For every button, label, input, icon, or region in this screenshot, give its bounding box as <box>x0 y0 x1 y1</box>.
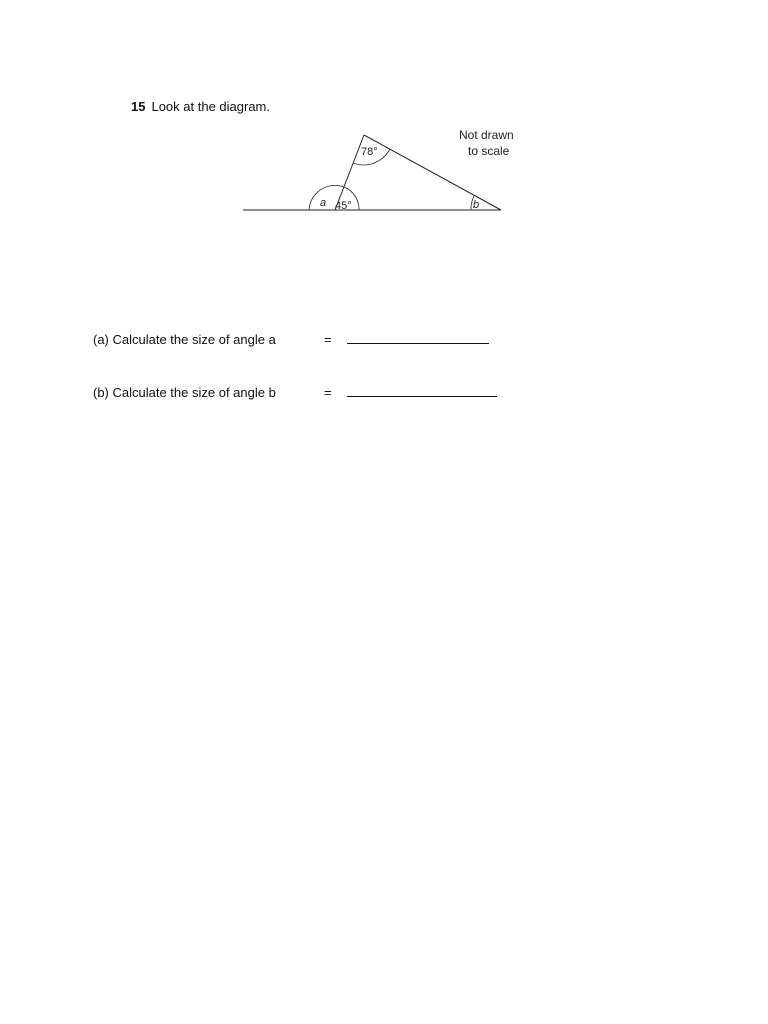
angle-b-label: b <box>473 199 480 211</box>
part-b-answer-blank[interactable] <box>347 383 497 397</box>
part-b-question: (b) Calculate the size of angle b <box>93 385 276 400</box>
triangle-diagram <box>235 120 535 220</box>
angle-a-label: a <box>320 197 327 209</box>
part-a-row <box>93 330 489 349</box>
base-angle-label: 45° <box>335 200 352 212</box>
part-b-row <box>93 383 497 402</box>
apex-angle-label: 78° <box>361 146 378 158</box>
scale-note-line2: to scale <box>468 144 510 158</box>
part-a-answer-blank[interactable] <box>347 330 489 344</box>
question-header <box>131 98 270 116</box>
question-prompt: Look at the diagram. <box>151 99 270 114</box>
triangle-left-side <box>335 135 364 210</box>
scale-note-line1: Not drawn <box>459 128 514 142</box>
part-a-question: (a) Calculate the size of angle a <box>93 332 276 347</box>
part-a-equals: = <box>324 332 332 347</box>
part-b-equals: = <box>324 385 332 400</box>
question-number: 15 <box>131 99 146 114</box>
